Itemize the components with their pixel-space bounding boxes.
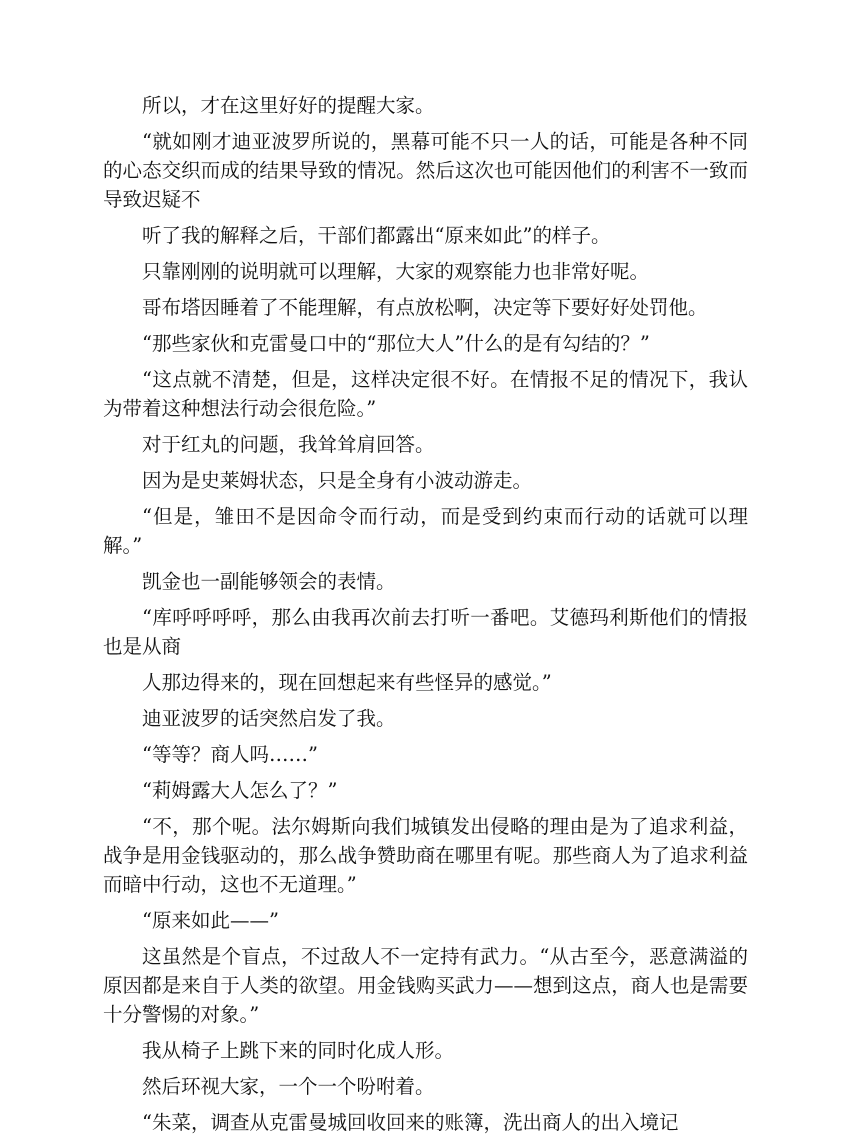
paragraph: “这点就不清楚，但是，这样决定很不好。在情报不足的情况下，我认为带着这种想法行动会很危险。”	[103, 368, 748, 420]
paragraph: 哥布塔因睡着了不能理解，有点放松啊，决定等下要好好处罚他。	[142, 296, 708, 319]
paragraph: 只靠刚刚的说明就可以理解，大家的观察能力也非常好呢。	[142, 260, 650, 283]
paragraph: “就如刚才迪亚波罗所说的，黑幕可能不只一人的话，可能是各种不同的心态交织而成的结果导致的情况。然后这次也可能因他们的利害不一致而导致迟疑不	[103, 130, 748, 211]
paragraph: 对于红丸的问题，我耸耸肩回答。	[142, 433, 435, 456]
paragraph: 因为是史莱姆状态，只是全身有小波动游走。	[142, 469, 533, 492]
paragraph: 人那边得来的，现在回想起来有些怪异的感觉。”	[142, 671, 552, 694]
paragraph: 听了我的解释之后，干部们都露出“原来如此”的样子。	[142, 224, 611, 247]
paragraph: 迪亚波罗的话突然启发了我。	[142, 707, 396, 730]
paragraph: “原来如此——”	[142, 909, 279, 932]
paragraph: “朱菜，调查从克雷曼城回收回来的账簿，洗出商人的出入境记	[142, 1111, 679, 1134]
paragraph: 凯金也一副能够领会的表情。	[142, 570, 396, 593]
paragraph: “但是，雏田不是因命令而行动，而是受到约束而行动的话就可以理解。”	[103, 505, 748, 557]
document-page	[103, 91, 748, 1144]
paragraph: 然后环视大家，一个一个吩咐着。	[142, 1075, 435, 1098]
paragraph: 所以，才在这里好好的提醒大家。	[142, 94, 435, 117]
paragraph: 这虽然是个盲点，不过敌人不一定持有武力。“从古至今，恶意满溢的原因都是来自于人类的欲望。用金钱购买武力——想到这点，商人也是需要十分警惕的对象。”	[103, 945, 748, 1026]
paragraph: 我从椅子上跳下来的同时化成人形。	[142, 1039, 455, 1062]
paragraph: “库呼呼呼呼，那么由我再次前去打听一番吧。艾德玛利斯他们的情报也是从商	[103, 606, 748, 658]
paragraph: “那些家伙和克雷曼口中的“那位大人”什么的是有勾结的？”	[142, 332, 650, 355]
paragraph: “不，那个呢。法尔姆斯向我们城镇发出侵略的理由是为了追求利益，战争是用金钱驱动的，那么战争赞助商在哪里有呢。那些商人为了追求利益而暗中行动，这也不无道理。”	[103, 815, 748, 896]
paragraph: “莉姆露大人怎么了？”	[142, 779, 338, 802]
paragraph: “等等？商人吗……”	[142, 743, 318, 766]
